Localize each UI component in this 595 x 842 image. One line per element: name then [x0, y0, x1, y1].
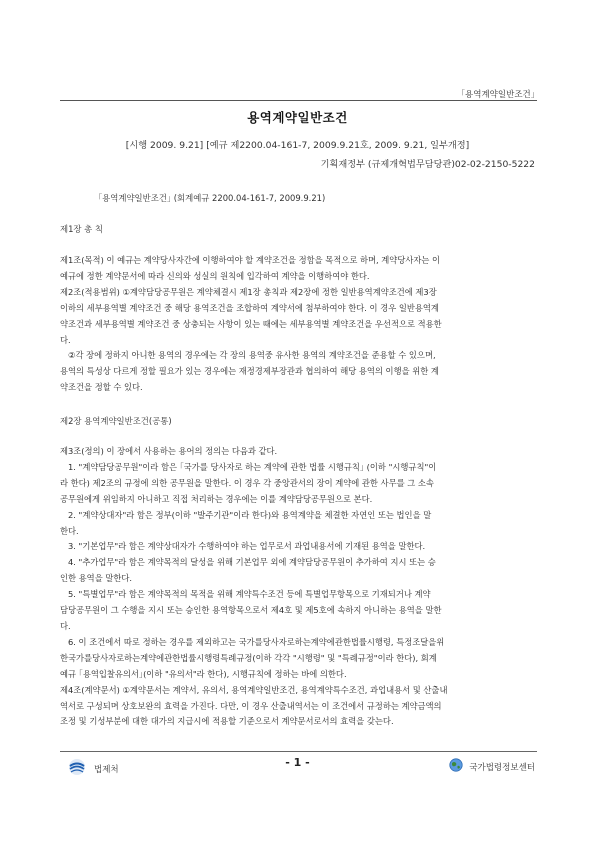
definition-5-line: 담당공무원이 그 수행을 지시 또는 승인한 용역항목으로서 제4호 및 제5호에 속하지 아니하는 용역을 말한	[60, 605, 442, 616]
header-divider	[60, 100, 537, 101]
citation: ｢용역계약일반조건｣ (회계예규 2200.04-161-7, 2009.9.21)	[98, 193, 326, 203]
definition-4-line: 4. "추가업무"라 함은 계약목적의 달성을 위해 기본업무 외에 계약담당공무원이 추가하여 지시 또는 승	[68, 557, 436, 568]
article-1-line: 제1조(목적) 이 예규는 계약당사자간에 이행하여야 할 계약조건을 정함을 목적으로 하며, 계약당사자는 이	[60, 255, 441, 265]
header-tag: ｢용역계약일반조건｣	[460, 90, 535, 100]
article-2-line: 제2조(적용범위) ①계약담당공무원은 계약체결시 제1장 총칙과 제2장에 정한 일반용역계약조건에 제3장	[60, 286, 437, 297]
definition-6-line: 한국가를당사자로하는계약에관한법률시행령특례규정(이하 각각 "시행령" 및 "특례규정"이라 한다), 회계	[60, 652, 437, 663]
articles-1-2	[60, 253, 540, 396]
footer-divider	[60, 751, 537, 752]
article-2-para2-line: 약조건을 정할 수 있다.	[60, 382, 143, 393]
chapter-1-heading: 제1장 총 칙	[60, 224, 104, 234]
definition-6-line: 6. 이 조건에서 따로 정하는 경우를 제외하고는 국가를당사자로하는계약에관한법률시행령, 특정조달을위	[68, 636, 445, 647]
article-2-line: 이하의 세부용역별 계약조건 중 해당 용역조건을 조합하여 계약서에 첨부하여야 한다. 이 경우 일반용역계	[60, 302, 439, 313]
article-2-para2-line: 용역의 특성상 다르게 정할 필요가 있는 경우에는 재정경제부장관과 협의하여 해당 용역의 이행을 위한 계	[60, 366, 439, 377]
articles-3-4	[60, 444, 540, 730]
definition-1-line: 공무원에게 위임하지 아니하고 직접 처리하는 경우에는 이를 계약담당공무원으로 본다.	[60, 493, 373, 504]
page-number: - 1 -	[285, 756, 310, 769]
article-3-line: 제3조(정의) 이 장에서 사용하는 용어의 정의는 다음과 같다.	[60, 446, 278, 456]
definition-2-line: 한다.	[60, 525, 79, 536]
definition-6-line: 예규 ｢용역입찰유의서｣(이하 "유의서"라 한다), 시행규칙에 정하는 바에 의한다.	[60, 668, 347, 679]
article-4-line: 조정 및 기성부분에 대한 대가의 지급시에 적용할 기준으로서 계약문서로서의 효력을 갖는다.	[60, 716, 394, 727]
article-4-line: 제4조(계약문서) ①계약문서는 계약서, 유의서, 용역계약일반조건, 용역계약특수조건, 과업내용서 및 산출내	[60, 684, 448, 695]
ministry-contact: 기획재정부 (규제개혁법무담당관)02-02-2150-5222	[320, 159, 535, 170]
article-1-line: 예규에 정한 계약문서에 따라 신의와 성실의 원칙에 입각하여 계약을 이행하여야 한다.	[60, 270, 370, 281]
article-4-line: 역서로 구성되며 상호보완의 효력을 가진다. 다만, 이 경우 산출내역서는 이 조건에서 규정하는 계약금액의	[60, 700, 442, 711]
footer-left-label: 법제처	[94, 764, 119, 775]
definition-3-line: 3. "기본업무"라 함은 계약상대자가 수행하여야 하는 업무로서 과업내용서에 기재된 용역을 말한다.	[68, 541, 426, 552]
chapter-2-heading: 제2장 용역계약일반조건(공통)	[60, 416, 172, 426]
enforcement-info: [시행 2009. 9.21] [예규 제2200.04-161-7, 2009.9.21호, 2009. 9.21, 일부개정]	[125, 140, 470, 151]
document-title: 용역계약일반조건	[247, 110, 348, 125]
definition-1-line: 1. "계약담당공무원"이라 함은 ｢국가를 당사자로 하는 계약에 관한 법률 시행규칙｣ (이하 "시행규칙"이	[68, 461, 437, 472]
article-2-line: 다.	[60, 334, 71, 345]
article-2-line: 약조건과 세부용역별 계약조건 중 상충되는 사항이 있는 때에는 세부용역별 계약조건을 우선적으로 적용한	[60, 318, 442, 329]
definition-1-line: 라 한다) 제2조의 규정에 의한 공무원을 말한다. 이 경우 각 중앙관서의 장이 계약에 관한 사무를 그 소속	[60, 477, 434, 488]
footer-right-label: 국가법령정보센터	[469, 762, 535, 773]
definition-5-line: 다.	[60, 620, 71, 631]
definition-5-line: 5. "특별업무"라 함은 계약목적의 목적을 위해 계약특수조건 등에 특별업무항목으로 기재되거나 계약	[68, 589, 431, 600]
article-2-para2-line: ②각 장에 정하지 아니한 용역의 경우에는 각 장의 용역중 유사한 용역의 계약조건을 준용할 수 있으며,	[68, 350, 436, 361]
definition-2-line: 2. "계약상대자"라 함은 정부(이하 "발주기관"이라 한다)와 용역계약을 체결한 자연인 또는 법인을 말	[68, 509, 432, 520]
definition-4-line: 인한 용역을 말한다.	[60, 573, 133, 584]
globe-icon	[449, 758, 463, 775]
footer-right	[449, 758, 535, 775]
